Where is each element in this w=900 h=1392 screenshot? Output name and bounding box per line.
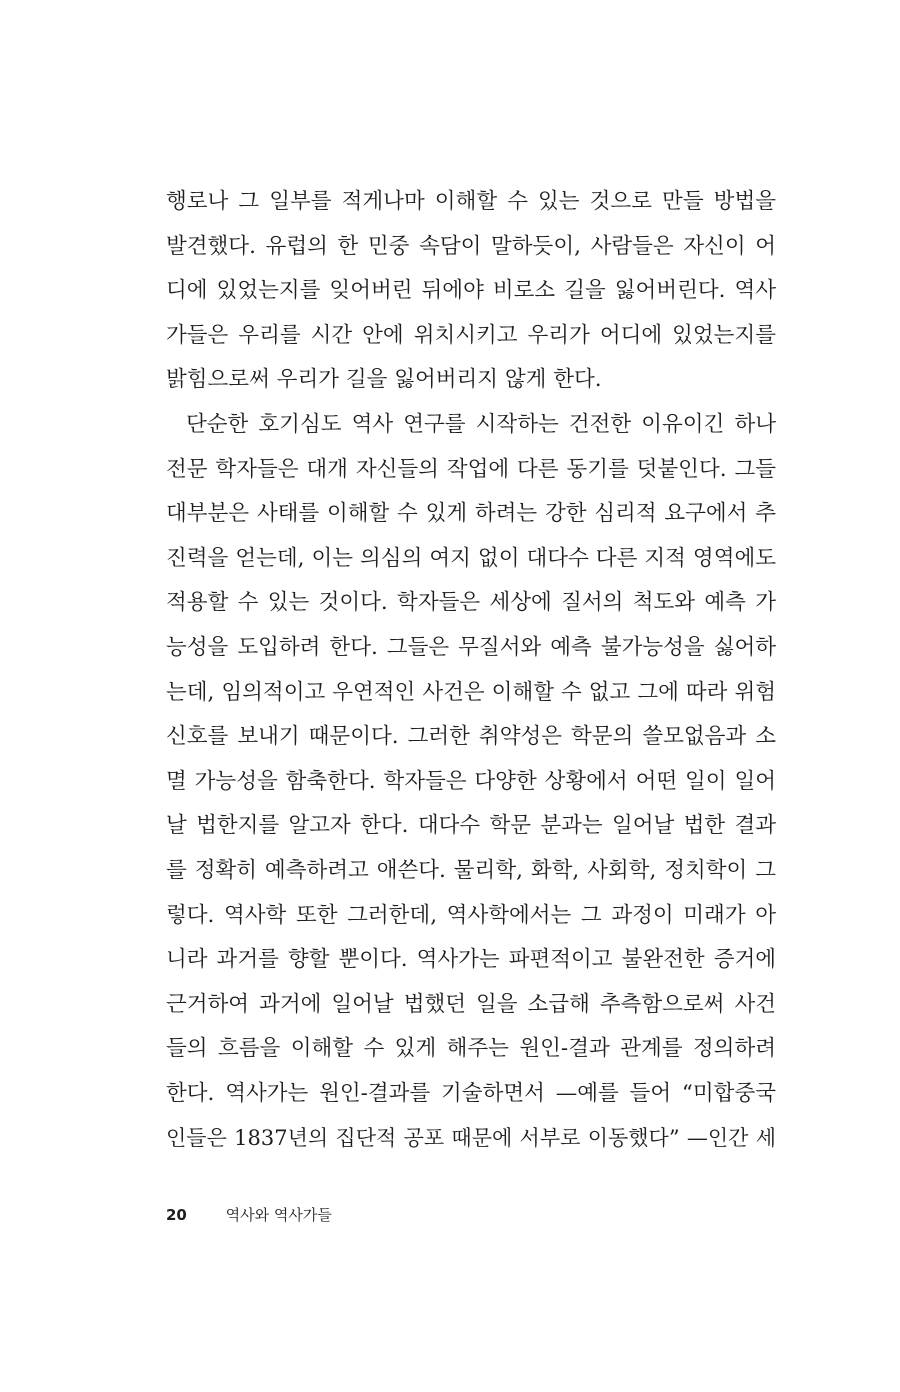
text-line: 한다. 역사가는 원인-결과를 기술하면서 —예를 들어 “미합중국 (166, 1080, 776, 1106)
text-line: 멸 가능성을 함축한다. 학자들은 다양한 상황에서 어떤 일이 일어 (166, 768, 776, 794)
text-line: 적용할 수 있는 것이다. 학자들은 세상에 질서의 척도와 예측 가 (166, 590, 776, 616)
text-line: 날 법한지를 알고자 한다. 대다수 학문 분과는 일어날 법한 결과 (166, 813, 776, 839)
page-number: 20 (166, 1206, 187, 1224)
text-line: 니라 과거를 향할 뿐이다. 역사가는 파편적이고 불완전한 증거에 (166, 947, 776, 973)
text-line: 밝힘으로써 우리가 길을 잃어버리지 않게 한다. (166, 367, 602, 393)
text-line: 능성을 도입하려 한다. 그들은 무질서와 예측 불가능성을 싫어하 (166, 634, 776, 660)
text-line: 발견했다. 유럽의 한 민중 속담이 말하듯이, 사람들은 자신이 어 (166, 233, 776, 259)
text-line: 전문 학자들은 대개 자신들의 작업에 다른 동기를 덧붙인다. 그들 (166, 456, 776, 482)
text-line: 행로나 그 일부를 적게나마 이해할 수 있는 것으로 만들 방법을 (166, 189, 776, 214)
text-line: 대부분은 사태를 이해할 수 있게 하려는 강한 심리적 요구에서 추 (166, 501, 776, 527)
text-line: 인들은 1837년의 집단적 공포 때문에 서부로 이동했다” —인간 세 (166, 1126, 776, 1151)
text-line: 는데, 임의적이고 우연적인 사건은 이해할 수 없고 그에 따라 위험 (166, 679, 776, 705)
running-title: 역사와 역사가들 (225, 1206, 332, 1224)
text-line: 단순한 호기심도 역사 연구를 시작하는 건전한 이유이긴 하나 (186, 411, 776, 437)
paragraph-2 (166, 403, 776, 1161)
text-line: 가들은 우리를 시간 안에 위치시키고 우리가 어디에 있었는지를 (166, 322, 776, 348)
text-line: 를 정확히 예측하려고 애쓴다. 물리학, 화학, 사회학, 정치학이 그 (166, 857, 776, 883)
page-body (166, 180, 776, 1161)
page-footer (166, 1202, 332, 1228)
text-line: 들의 흐름을 이해할 수 있게 해주는 원인-결과 관계를 정의하려 (166, 1036, 776, 1062)
text-line: 근거하여 과거에 일어날 법했던 일을 소급해 추측함으로써 사건 (166, 991, 776, 1017)
text-line: 디에 있었는지를 잊어버린 뒤에야 비로소 길을 잃어버린다. 역사 (166, 278, 776, 304)
paragraph-1 (166, 180, 776, 403)
text-line: 신호를 보내기 때문이다. 그러한 취약성은 학문의 쓸모없음과 소 (166, 724, 776, 750)
text-line: 진력을 얻는데, 이는 의심의 여지 없이 대다수 다른 지적 영역에도 (166, 545, 776, 571)
text-line: 렇다. 역사학 또한 그러한데, 역사학에서는 그 과정이 미래가 아 (166, 902, 776, 928)
